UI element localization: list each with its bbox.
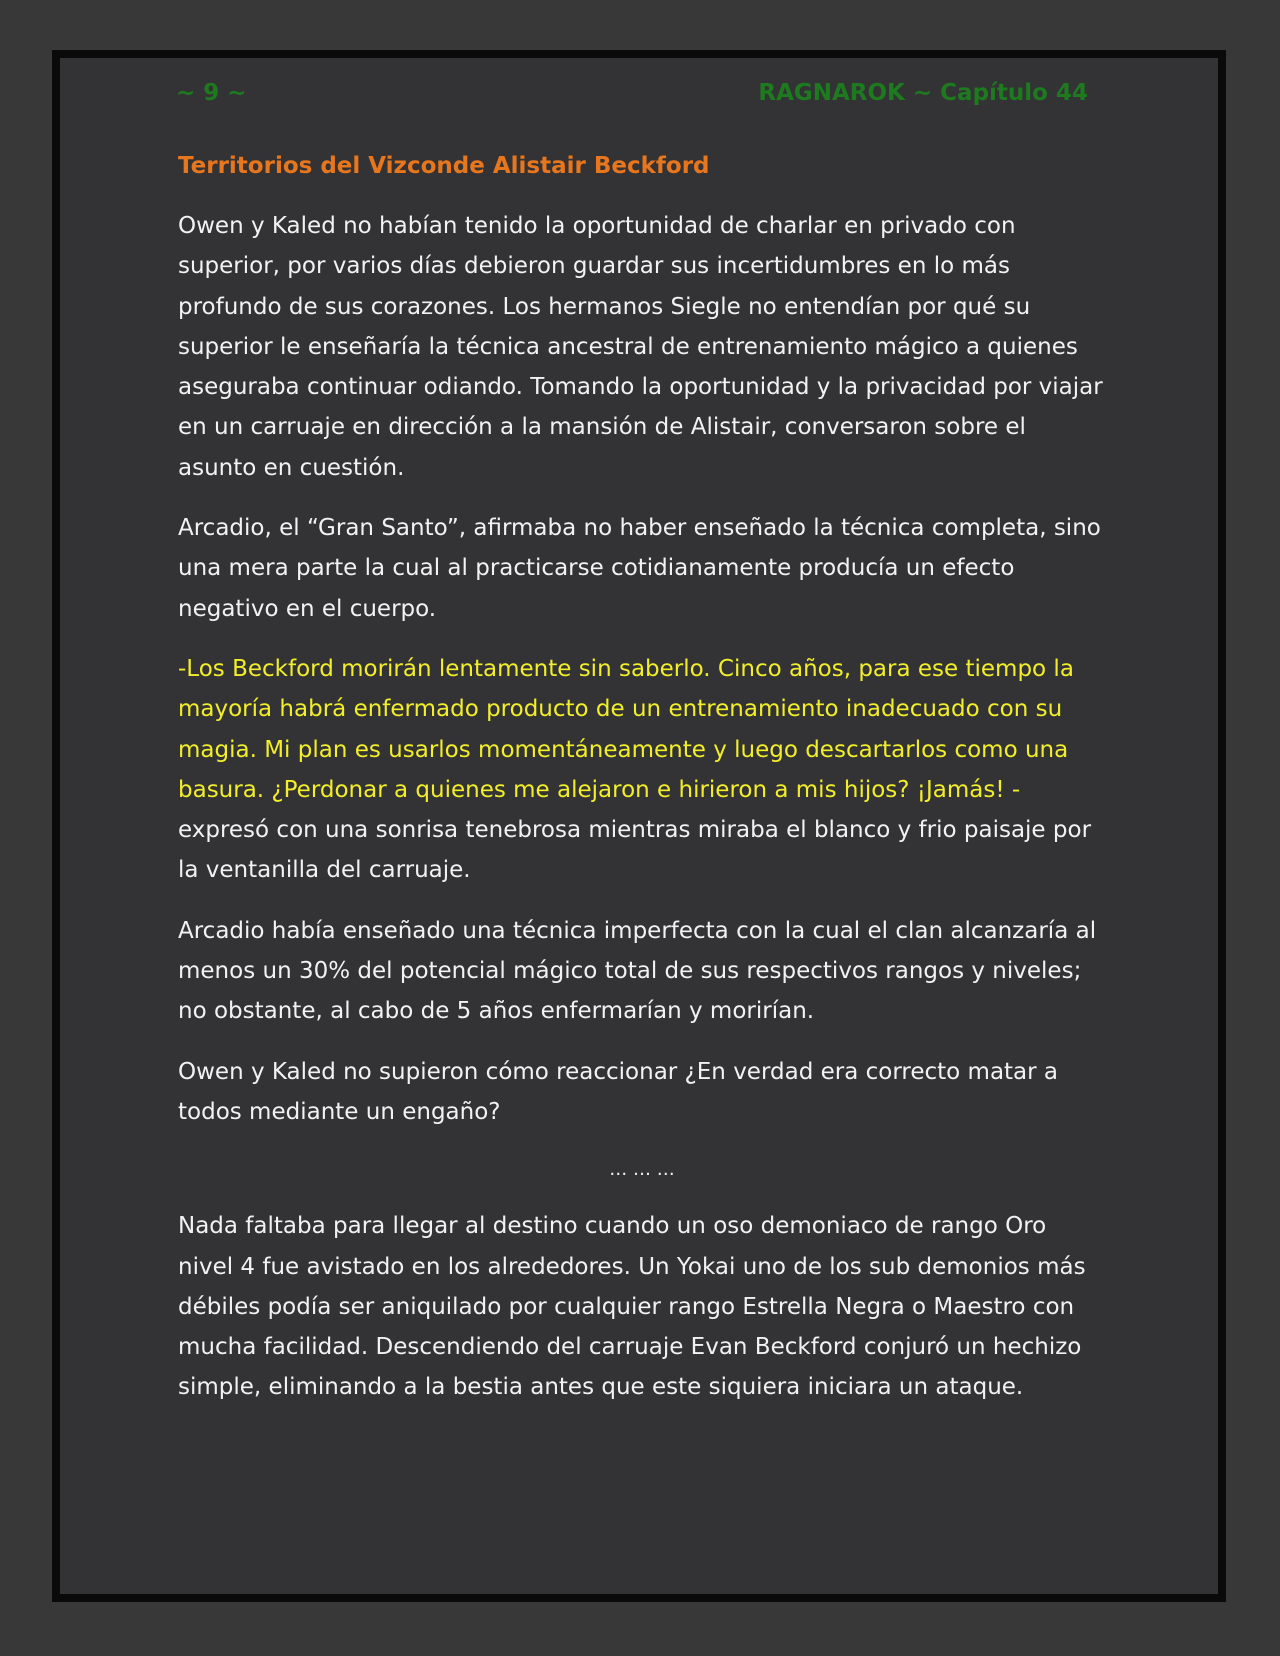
page-number: ~ 9 ~ bbox=[176, 80, 247, 106]
paragraph-1: Owen y Kaled no habían tenido la oportunidad de charlar en privado con superior, por varios días debieron guardar sus incertidumbres en lo más profundo de sus corazones. Los hermanos Siegle no entendían por qué su superior le enseñaría la técnica ancestral de entrenamiento mágico a quienes aseguraba continuar odiando. Tomando la oportunidad y la privacidad por viajar en un carruaje en dirección a la mansión de Alistair, conversaron sobre el asunto en cuestión. bbox=[178, 213, 1103, 481]
page-content bbox=[178, 146, 1106, 1428]
paragraph-2: Arcadio, el “Gran Santo”, afirmaba no haber enseñado la técnica completa, sino una mera parte la cual al practicarse cotidianamente producía un efecto negativo en el cuerpo. bbox=[178, 515, 1101, 622]
dialogue-text: -Los Beckford morirán lentamente sin saberlo. Cinco años, para ese tiempo la mayoría habrá enfermado producto de un entrenamiento inadecuado con su magia. Mi plan es usarlos momentáneamente y luego descartarlos como una basura. ¿Perdonar a quienes me alejaron e hirieron a mis hijos? ¡Jamás! - bbox=[178, 655, 1074, 803]
paragraph-5: Owen y Kaled no supieron cómo reaccionar ¿En verdad era correcto matar a todos mediante un engaño? bbox=[178, 1058, 1059, 1125]
section-title: Territorios del Vizconde Alistair Beckford bbox=[178, 153, 710, 179]
running-title: RAGNAROK ~ Capítulo 44 bbox=[758, 80, 1088, 106]
page-header bbox=[176, 76, 1088, 110]
narration-text: expresó con una sonrisa tenebrosa mientras miraba el blanco y frio paisaje por la ventanilla del carruaje. bbox=[178, 817, 1092, 884]
paragraph-3 bbox=[178, 649, 1106, 891]
scene-separator: … … … bbox=[609, 1159, 675, 1181]
paragraph-6: Nada faltaba para llegar al destino cuando un oso demoniaco de rango Oro nivel 4 fue avistado en los alrededores. Un Yokai uno de los sub demonios más débiles podía ser aniquilado por cualquier rango Estrella Negra o Maestro con mucha facilidad. Descendiendo del carruaje Evan Beckford conjuró un hechizo simple, eliminando a la bestia antes que este siquiera iniciara un ataque. bbox=[178, 1213, 1086, 1401]
paragraph-4: Arcadio había enseñado una técnica imperfecta con la cual el clan alcanzaría al menos un 30% del potencial mágico total de sus respectivos rangos y niveles; no obstante, al cabo de 5 años enfermarían y morirían. bbox=[178, 917, 1097, 1025]
